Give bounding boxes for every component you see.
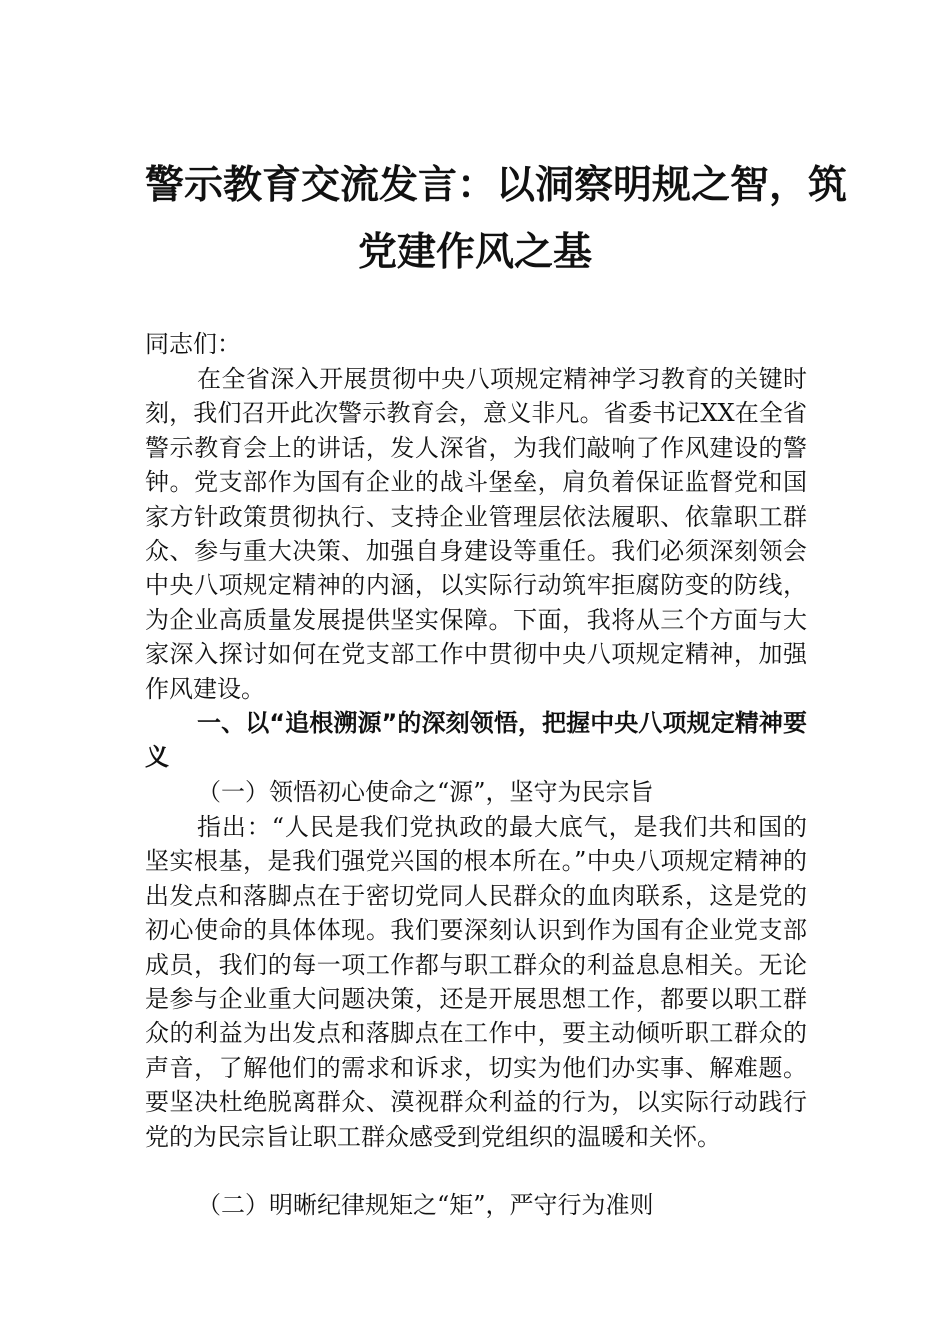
subsection-heading-2: （二）明晰纪律规矩之“矩”，严守行为准则 <box>197 1191 654 1219</box>
document-title-line-2: 党建作风之基 <box>357 229 592 275</box>
subsection-heading-1: （一）领悟初心使命之“源”，坚守为民宗旨 <box>197 778 654 806</box>
intro-paragraph: 在全省深入开展贯彻中央八项规定精神学习教育的关键时刻，我们召开此次警示教育会，意义非凡。省委书记XX在全省警示教育会上的讲话，发人深省，为我们敲响了作风建设的警钟。党支部作为国有企业的战斗堡垒，肩负着保证监督党和国家方针政策贯彻执行、支持企业管理层依法履职、依靠职工群众、参与重大决策、加强自身建设等重任。我们必须深刻领会中央八项规定精神的内涵，以实际行动筑牢拒腐防变的防线，为企业高质量发展提供坚实保障。下面，我将从三个方面与大家深入探讨如何在党支部工作中贯彻中央八项规定精神，加强作风建设。 <box>145 365 807 703</box>
salutation: 同志们： <box>145 330 241 358</box>
section-heading-1: 一、以“追根溯源”的深刻领悟，把握中央八项规定精神要义 <box>145 709 807 772</box>
document-title-line-1: 警示教育交流发言：以洞察明规之智，筑 <box>145 162 848 208</box>
body-paragraph-2: 指出：“人民是我们党执政的最大底气，是我们共和国的坚实根基，是我们强党兴国的根本所在。”中央八项规定精神的出发点和落脚点在于密切党同人民群众的血肉联系，这是党的初心使命的具体体现。我们要深刻认识到作为国有企业党支部成员，我们的每一项工作都与职工群众的利益息息相关。无论是参与企业重大问题决策，还是开展思想工作，都要以职工群众的利益为出发点和落脚点在工作中，要主动倾听职工群众的声音，了解他们的需求和诉求，切实为他们办实事、解难题。要坚决杜绝脱离群众、漠视群众利益的行为，以实际行动践行党的为民宗旨让职工群众感受到党组织的温暖和关怀。 <box>145 813 807 1151</box>
